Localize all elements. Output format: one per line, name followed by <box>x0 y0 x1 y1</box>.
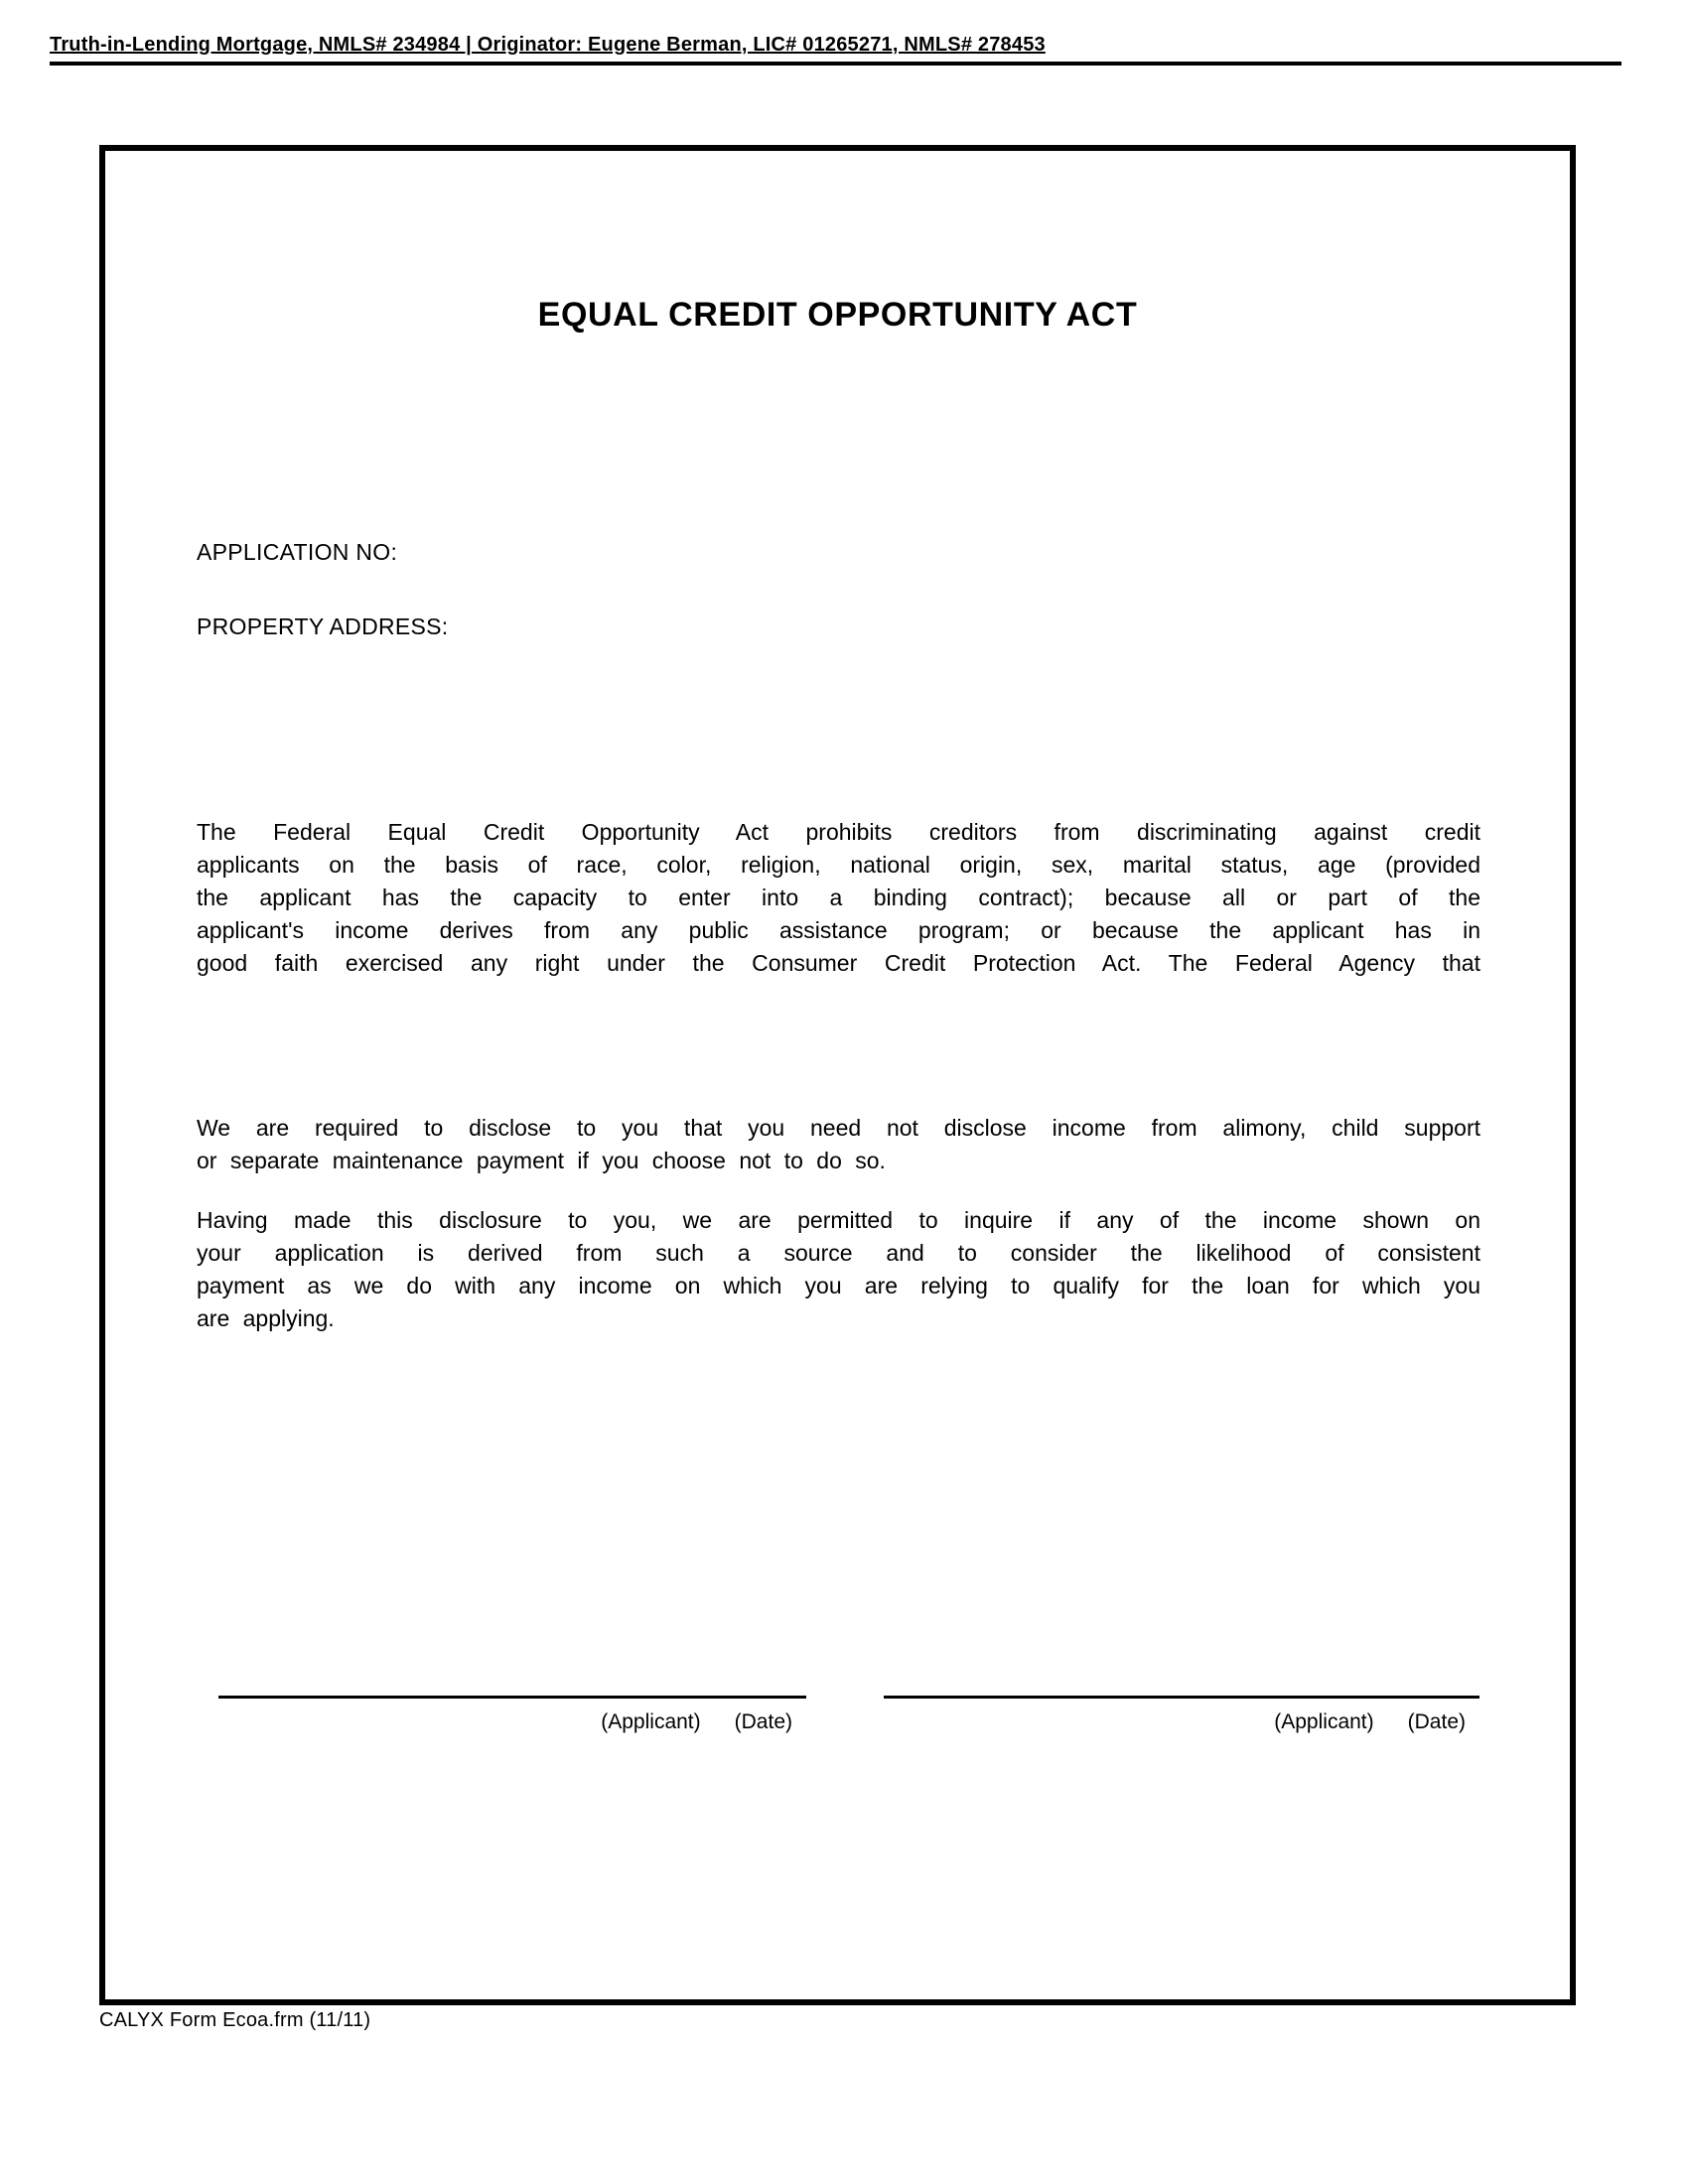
signature-line-left <box>218 1696 806 1699</box>
paragraph-line: Having made this disclosure to you, we are permitted to inquire if any of the income shown on <box>197 1207 1480 1233</box>
date-label: (Date) <box>1407 1710 1466 1733</box>
application-no-label: APPLICATION NO: <box>197 539 398 565</box>
paragraph-line: We are required to disclose to you that you need not disclose income from alimony, child support <box>197 1115 1480 1141</box>
paragraph-line: The Federal Equal Credit Opportunity Act prohibits creditors from discriminating against credit <box>197 819 1480 845</box>
signature-labels-right <box>884 1710 1479 1734</box>
signature-block-right <box>884 1696 1479 1734</box>
income-inquiry-paragraph <box>197 1204 1480 1335</box>
paragraph-line: are applying. <box>197 1305 335 1331</box>
document-header <box>50 34 1621 66</box>
paragraph-line: applicants on the basis of race, color, religion, national origin, sex, marital status, age (provided <box>197 852 1480 878</box>
signature-labels-left <box>218 1710 806 1734</box>
date-label: (Date) <box>734 1710 792 1733</box>
paragraph-line: your application is derived from such a source and to consider the likelihood of consistent <box>197 1240 1480 1266</box>
paragraph-line: good faith exercised any right under the Consumer Credit Protection Act. The Federal Agency that <box>197 950 1480 976</box>
signature-block-left <box>218 1696 806 1734</box>
paragraph-line: or separate maintenance payment if you choose not to do so. <box>197 1148 886 1173</box>
applicant-label: (Applicant) <box>1274 1710 1374 1733</box>
form-title: EQUAL CREDIT OPPORTUNITY ACT <box>537 296 1138 334</box>
paragraph-line: payment as we do with any income on which you are relying to qualify for the loan for which you <box>197 1273 1480 1298</box>
applicant-label: (Applicant) <box>601 1710 701 1733</box>
paragraph-line: applicant's income derives from any public assistance program; or because the applicant has in <box>197 917 1480 943</box>
originator-info-text: Truth-in-Lending Mortgage, NMLS# 234984 | Originator: Eugene Berman, LIC# 01265271, NMLS# 278453 <box>50 34 1046 56</box>
form-footer-text: CALYX Form Ecoa.frm (11/11) <box>99 2009 371 2031</box>
form-border-box <box>99 145 1576 2005</box>
paragraph-line: the applicant has the capacity to enter into a binding contract); because all or part of the <box>197 885 1480 910</box>
ecoa-nondiscrimination-paragraph <box>197 816 1480 980</box>
income-disclosure-paragraph <box>197 1112 1480 1177</box>
property-address-label: PROPERTY ADDRESS: <box>197 614 449 639</box>
signature-line-right <box>884 1696 1479 1699</box>
